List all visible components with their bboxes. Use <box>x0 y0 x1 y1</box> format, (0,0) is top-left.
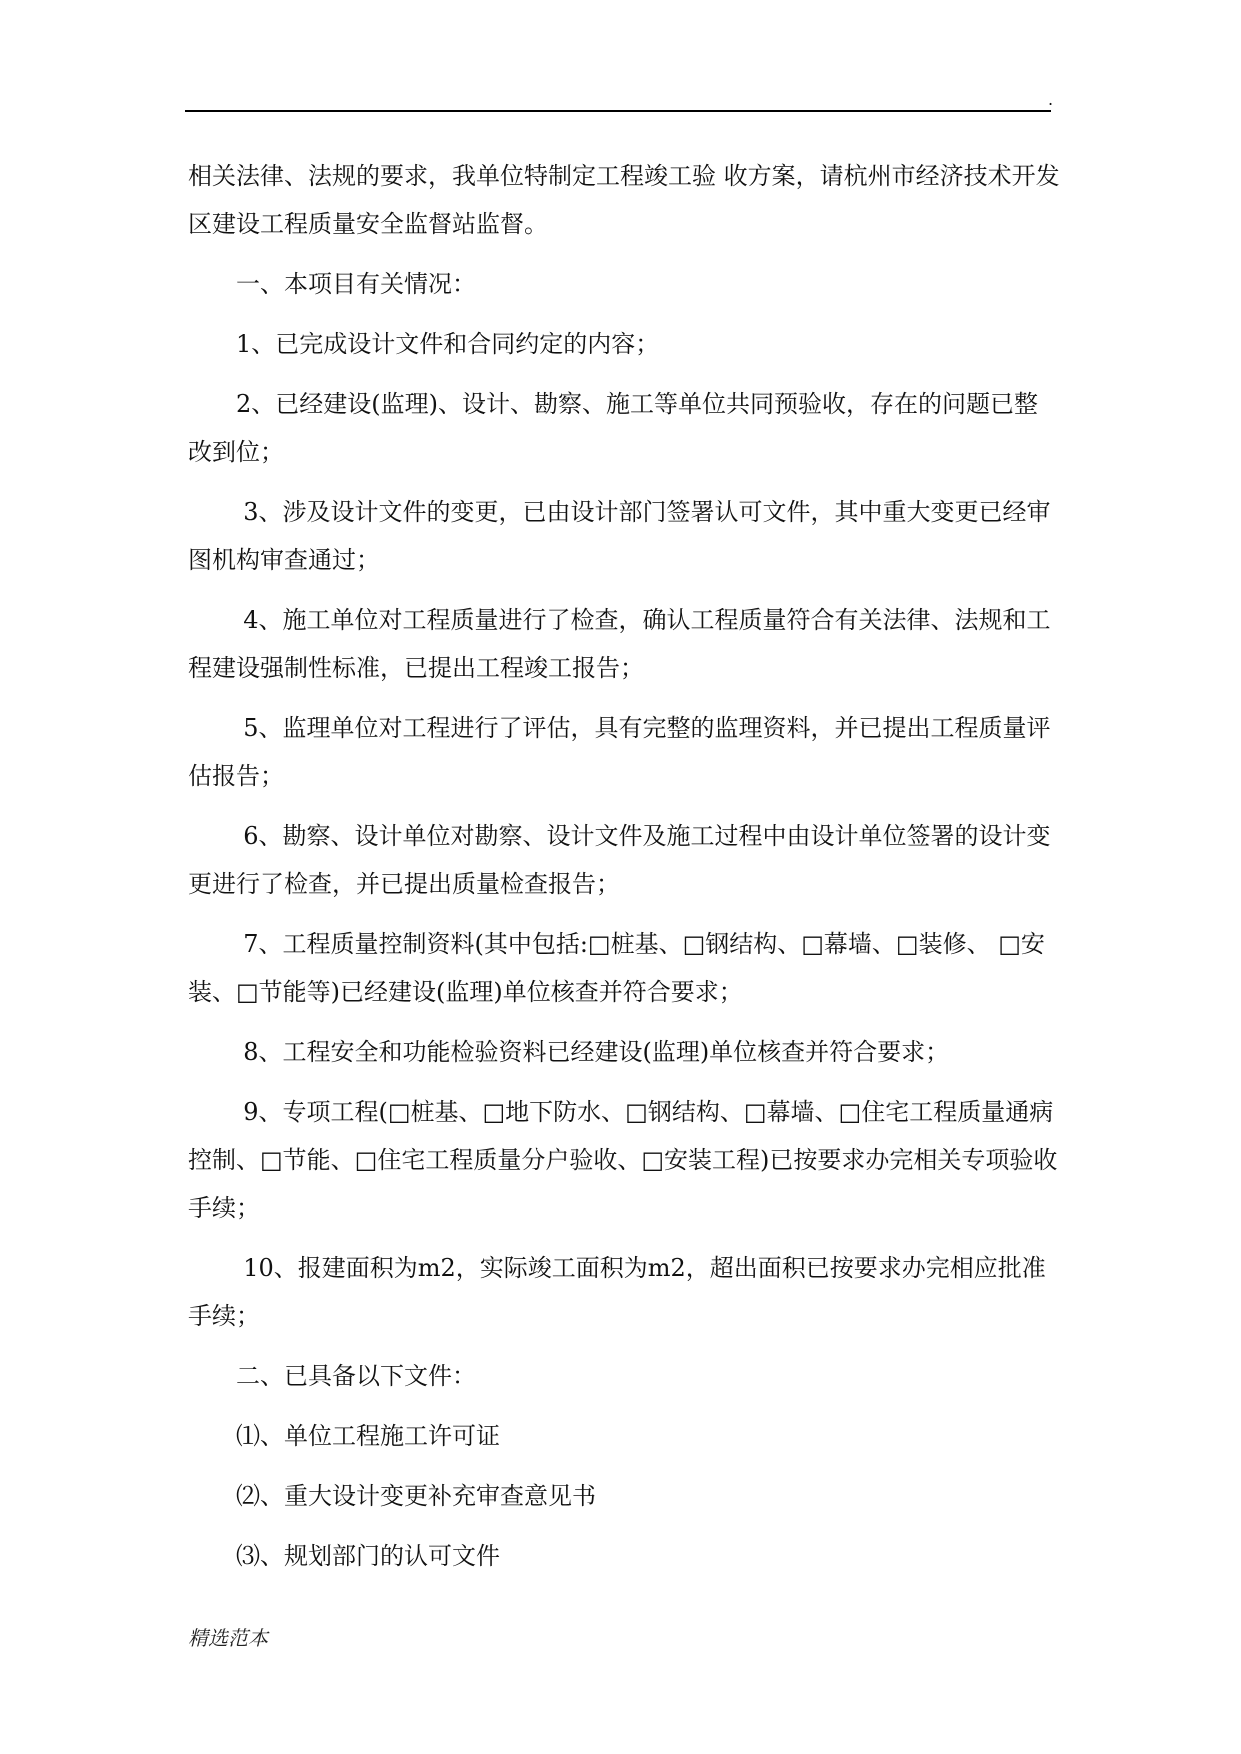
section-heading: 一、本项目有关情况： <box>236 270 476 298</box>
document-list-item: ⑵、重大设计变更补充审查意见书 <box>236 1482 596 1510</box>
document-list-item: ⑶、规划部门的认可文件 <box>236 1542 500 1570</box>
section-heading: 二、已具备以下文件： <box>236 1362 476 1390</box>
list-item: 6、勘察、设计单位对勘察、设计文件及施工过程中由设计单位签署的设计变更进行了检查，并已提出质量检查报告； <box>188 822 1051 898</box>
list-item: 7、工程质量控制资料(其中包括:□桩基、□钢结构、□幕墙、□装修、 □安装、□节能等)已经建设(监理)单位核查并符合要求； <box>188 930 1045 1006</box>
header-rule <box>185 110 1051 112</box>
list-item: 4、施工单位对工程质量进行了检查，确认工程质量符合有关法律、法规和工程建设强制性标准，已提出工程竣工报告； <box>188 606 1051 682</box>
header-mark: . <box>1048 90 1054 109</box>
list-item: 10、报建面积为m2，实际竣工面积为m2，超出面积已按要求办完相应批准手续； <box>188 1254 1046 1330</box>
list-item: 2、已经建设(监理)、设计、勘察、施工等单位共同预验收，存在的问题已整改到位； <box>188 390 1038 466</box>
list-item: 5、监理单位对工程进行了评估，具有完整的监理资料，并已提出工程质量评估报告； <box>188 714 1051 790</box>
list-item: 1、已完成设计文件和合同约定的内容； <box>236 330 660 358</box>
list-item: 8、工程安全和功能检验资料已经建设(监理)单位核查并符合要求； <box>243 1038 950 1066</box>
list-item: 3、涉及设计文件的变更，已由设计部门签署认可文件，其中重大变更已经审图机构审查通过； <box>188 498 1051 574</box>
paragraph: 相关法律、法规的要求，我单位特制定工程竣工验 收方案，请杭州市经济技术开发区建设工程质量安全监督站监督。 <box>188 162 1060 238</box>
list-item: 9、专项工程(□桩基、□地下防水、□钢结构、□幕墙、□住宅工程质量通病控制、□节能、□住宅工程质量分户验收、□安装工程)已按要求办完相关专项验收手续； <box>188 1098 1058 1222</box>
footer-label: 精选范本 <box>188 1626 268 1650</box>
document-list-item: ⑴、单位工程施工许可证 <box>236 1422 500 1450</box>
document-body <box>188 152 1060 1592</box>
